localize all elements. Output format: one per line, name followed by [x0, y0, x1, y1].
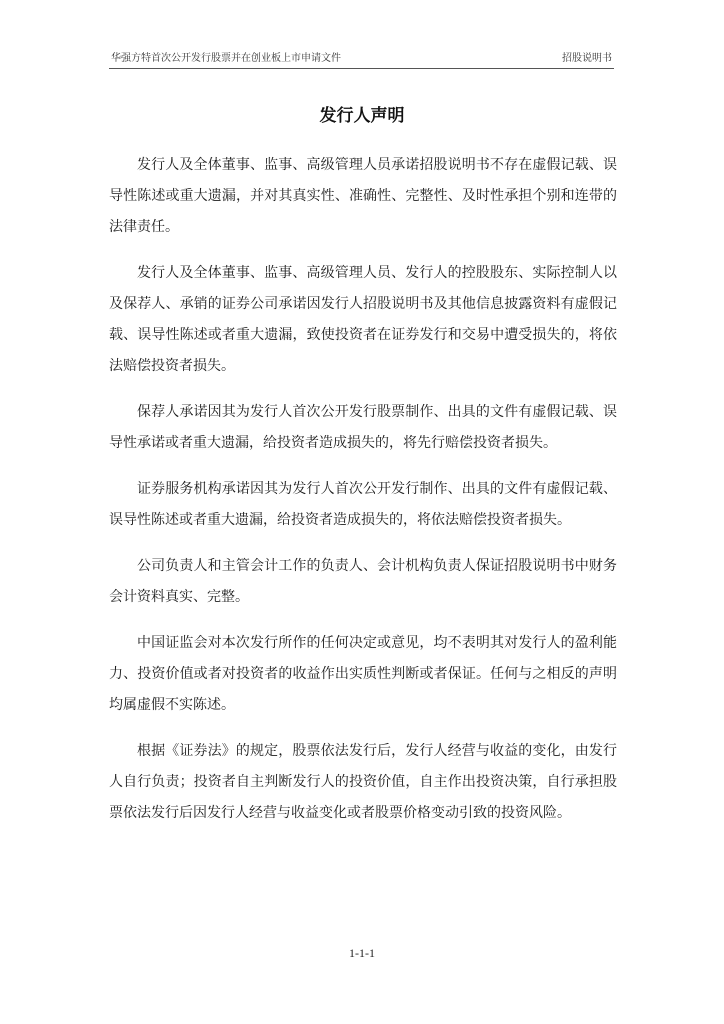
page-title: 发行人声明 [319, 106, 405, 126]
header-section-name: 招股说明书 [562, 53, 612, 64]
paragraph-service-agency-commitment: 证券服务机构承诺因其为发行人首次公开发行制作、出具的文件有虚假记载、误导性陈述或者重大遗漏，给投资者造成损失的，将依法赔偿投资者损失。 [109, 481, 617, 528]
page-number: 1-1-1 [349, 946, 375, 960]
paragraph-csrc-disclaimer: 中国证监会对本次发行所作的任何决定或意见，均不表明其对发行人的盈利能力、投资价值或者对投资者的收益作出实质性判断或者保证。任何与之相反的声明均属虚假不实陈述。 [109, 635, 617, 713]
paragraph-investment-risk: 根据《证券法》的规定，股票依法发行后，发行人经营与收益的变化，由发行人自行负责；投资者自主判断发行人的投资价值，自主作出投资决策，自行承担股票依法发行后因发行人经营与收益变化或者股票价格变动引致的投资风险。 [109, 743, 617, 821]
header-document-title: 华强方特首次公开发行股票并在创业板上市申请文件 [111, 53, 341, 64]
declaration-body [109, 150, 617, 844]
paragraph-compensation-commitment: 发行人及全体董事、监事、高级管理人员、发行人的控股股东、实际控制人以及保荐人、承销的证券公司承诺因发行人招股说明书及其他信息披露资料有虚假记载、误导性陈述或者重大遗漏，致使投资者在证券发行和交易中遭受损失的，将依法赔偿投资者损失。 [109, 265, 617, 374]
paragraph-sponsor-commitment: 保荐人承诺因其为发行人首次公开发行股票制作、出具的文件有虚假记载、误导性承诺或者重大遗漏，给投资者造成损失的，将先行赔偿投资者损失。 [109, 404, 617, 451]
paragraph-issuer-commitment: 发行人及全体董事、监事、高级管理人员承诺招股说明书不存在虚假记载、误导性陈述或重大遗漏，并对其真实性、准确性、完整性、及时性承担个别和连带的法律责任。 [109, 157, 617, 235]
paragraph-financial-assurance: 公司负责人和主管会计工作的负责人、会计机构负责人保证招股说明书中财务会计资料真实、完整。 [109, 558, 617, 605]
page-header [109, 52, 614, 69]
